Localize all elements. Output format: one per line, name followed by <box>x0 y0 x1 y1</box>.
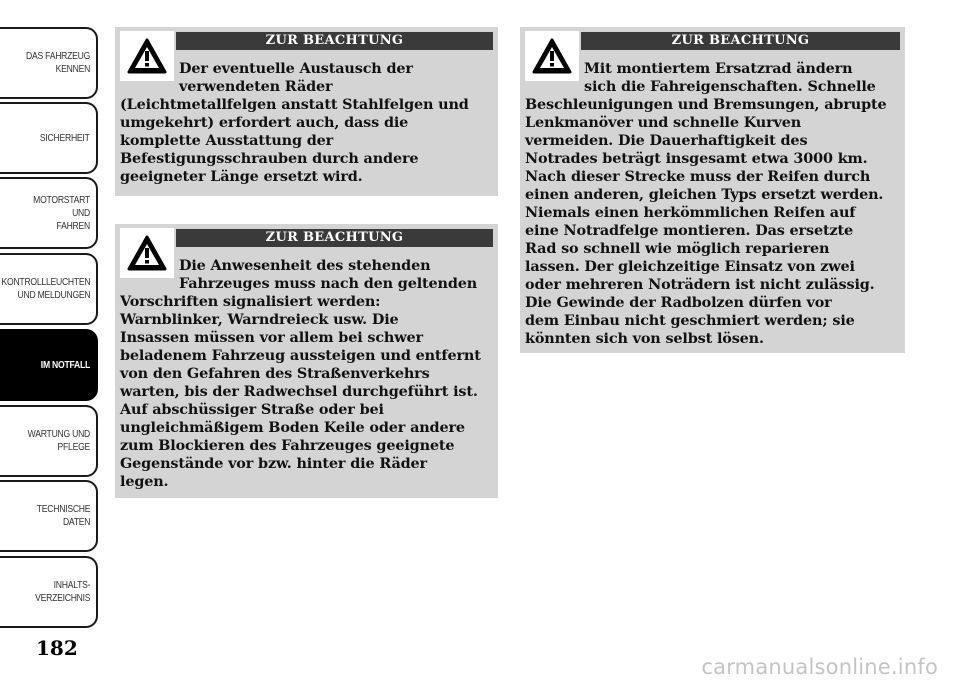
tab-label: WARTUNG UND PFLEGE <box>27 428 90 453</box>
warning-header: ZUR BEACHTUNG <box>581 32 900 50</box>
warning-header: ZUR BEACHTUNG <box>176 32 493 50</box>
warning-text-lead: Der eventuelle Austausch der verwendeten Räder <box>179 60 413 95</box>
tab-sicherheit[interactable] <box>0 102 98 174</box>
tab-label: KONTROLLLEUCHTEN UND MELDUNGEN <box>1 276 90 301</box>
tab-technische-daten[interactable] <box>0 480 98 552</box>
warning-header: ZUR BEACHTUNG <box>176 229 493 247</box>
tab-das-fahrzeug-kennen[interactable] <box>0 27 98 99</box>
tab-label: INHALTS- VERZEICHNIS <box>34 579 90 604</box>
tab-inhaltsverzeichnis[interactable] <box>0 556 98 628</box>
warning-text-body: (Leichtmetallfelgen anstatt Stahlfelgen und umgekehrt) erfordert auch, dass die komplette Ausstattung der Befestigungsschrauben durch andere geeigneter Länge ersetzt wird. <box>120 96 469 185</box>
warning-text-body: Vorschriften signalisiert werden: Warnblinker, Warndreieck usw. Die Insassen müssen vor allem bei schwer beladenem Fahrzeug aussteigen und entfernt von den Gefahren des Straßenverkehrs warten, bis der Radwechsel durchgeführt ist. Auf abschüssiger Straße oder bei ungleichmäßigem Boden Keile oder andere zum Blockieren des Fahrzeuges geeignete Gegenstände vor bzw. hinter die Räder legen. <box>120 293 481 490</box>
warning-text <box>120 60 495 186</box>
warning-text-lead: Mit montiertem Ersatzrad ändern sich die Fahreigenschaften. Schnelle <box>584 60 876 95</box>
warning-text-lead: Die Anwesenheit des stehenden Fahrzeuges muss nach den geltenden <box>179 257 478 292</box>
tab-label: SICHERHEIT <box>40 131 90 144</box>
tab-im-notfall[interactable] <box>0 329 98 401</box>
tab-motorstart-und-fahren[interactable] <box>0 177 98 249</box>
warning-box-spare-wheel <box>520 27 905 353</box>
warning-box-stopped-vehicle <box>115 224 498 498</box>
watermark-text: carmanualsonline.info <box>701 655 938 679</box>
tab-label: TECHNISCHE DATEN <box>36 503 90 528</box>
page-number: 182 <box>36 636 78 660</box>
tab-label: MOTORSTART UND FAHREN <box>33 193 90 232</box>
warning-box-wheels <box>115 27 498 196</box>
tab-label: DAS FAHRZEUG KENNEN <box>25 50 90 75</box>
warning-text-body: Beschleunigungen und Bremsungen, abrupte Lenkmanöver und schnelle Kurven vermeiden. Die Dauerhaftigkeit des Notrades beträgt insgesamt etwa 3000 km. Nach dieser Strecke muss der Reifen durch einen anderen, gleichen Typs ersetzt werden. Niemals einen herkömmlichen Reifen auf eine Notradfelge montieren. Das ersetzte Rad so schnell wie möglich reparieren lassen. Der gleichzeitige Einsatz von zwei oder mehreren Noträdern ist nicht zulässig. Die Gewinde der Radbolzen dürfen vor dem Einbau nicht geschmiert werden; sie könnten sich von selbst lösen. <box>525 96 887 347</box>
tab-kontrollleuchten[interactable] <box>0 253 98 325</box>
tab-wartung-und-pflege[interactable] <box>0 405 98 477</box>
warning-text <box>120 257 495 491</box>
warning-text <box>525 60 903 348</box>
tab-label: IM NOTFALL <box>40 358 90 371</box>
